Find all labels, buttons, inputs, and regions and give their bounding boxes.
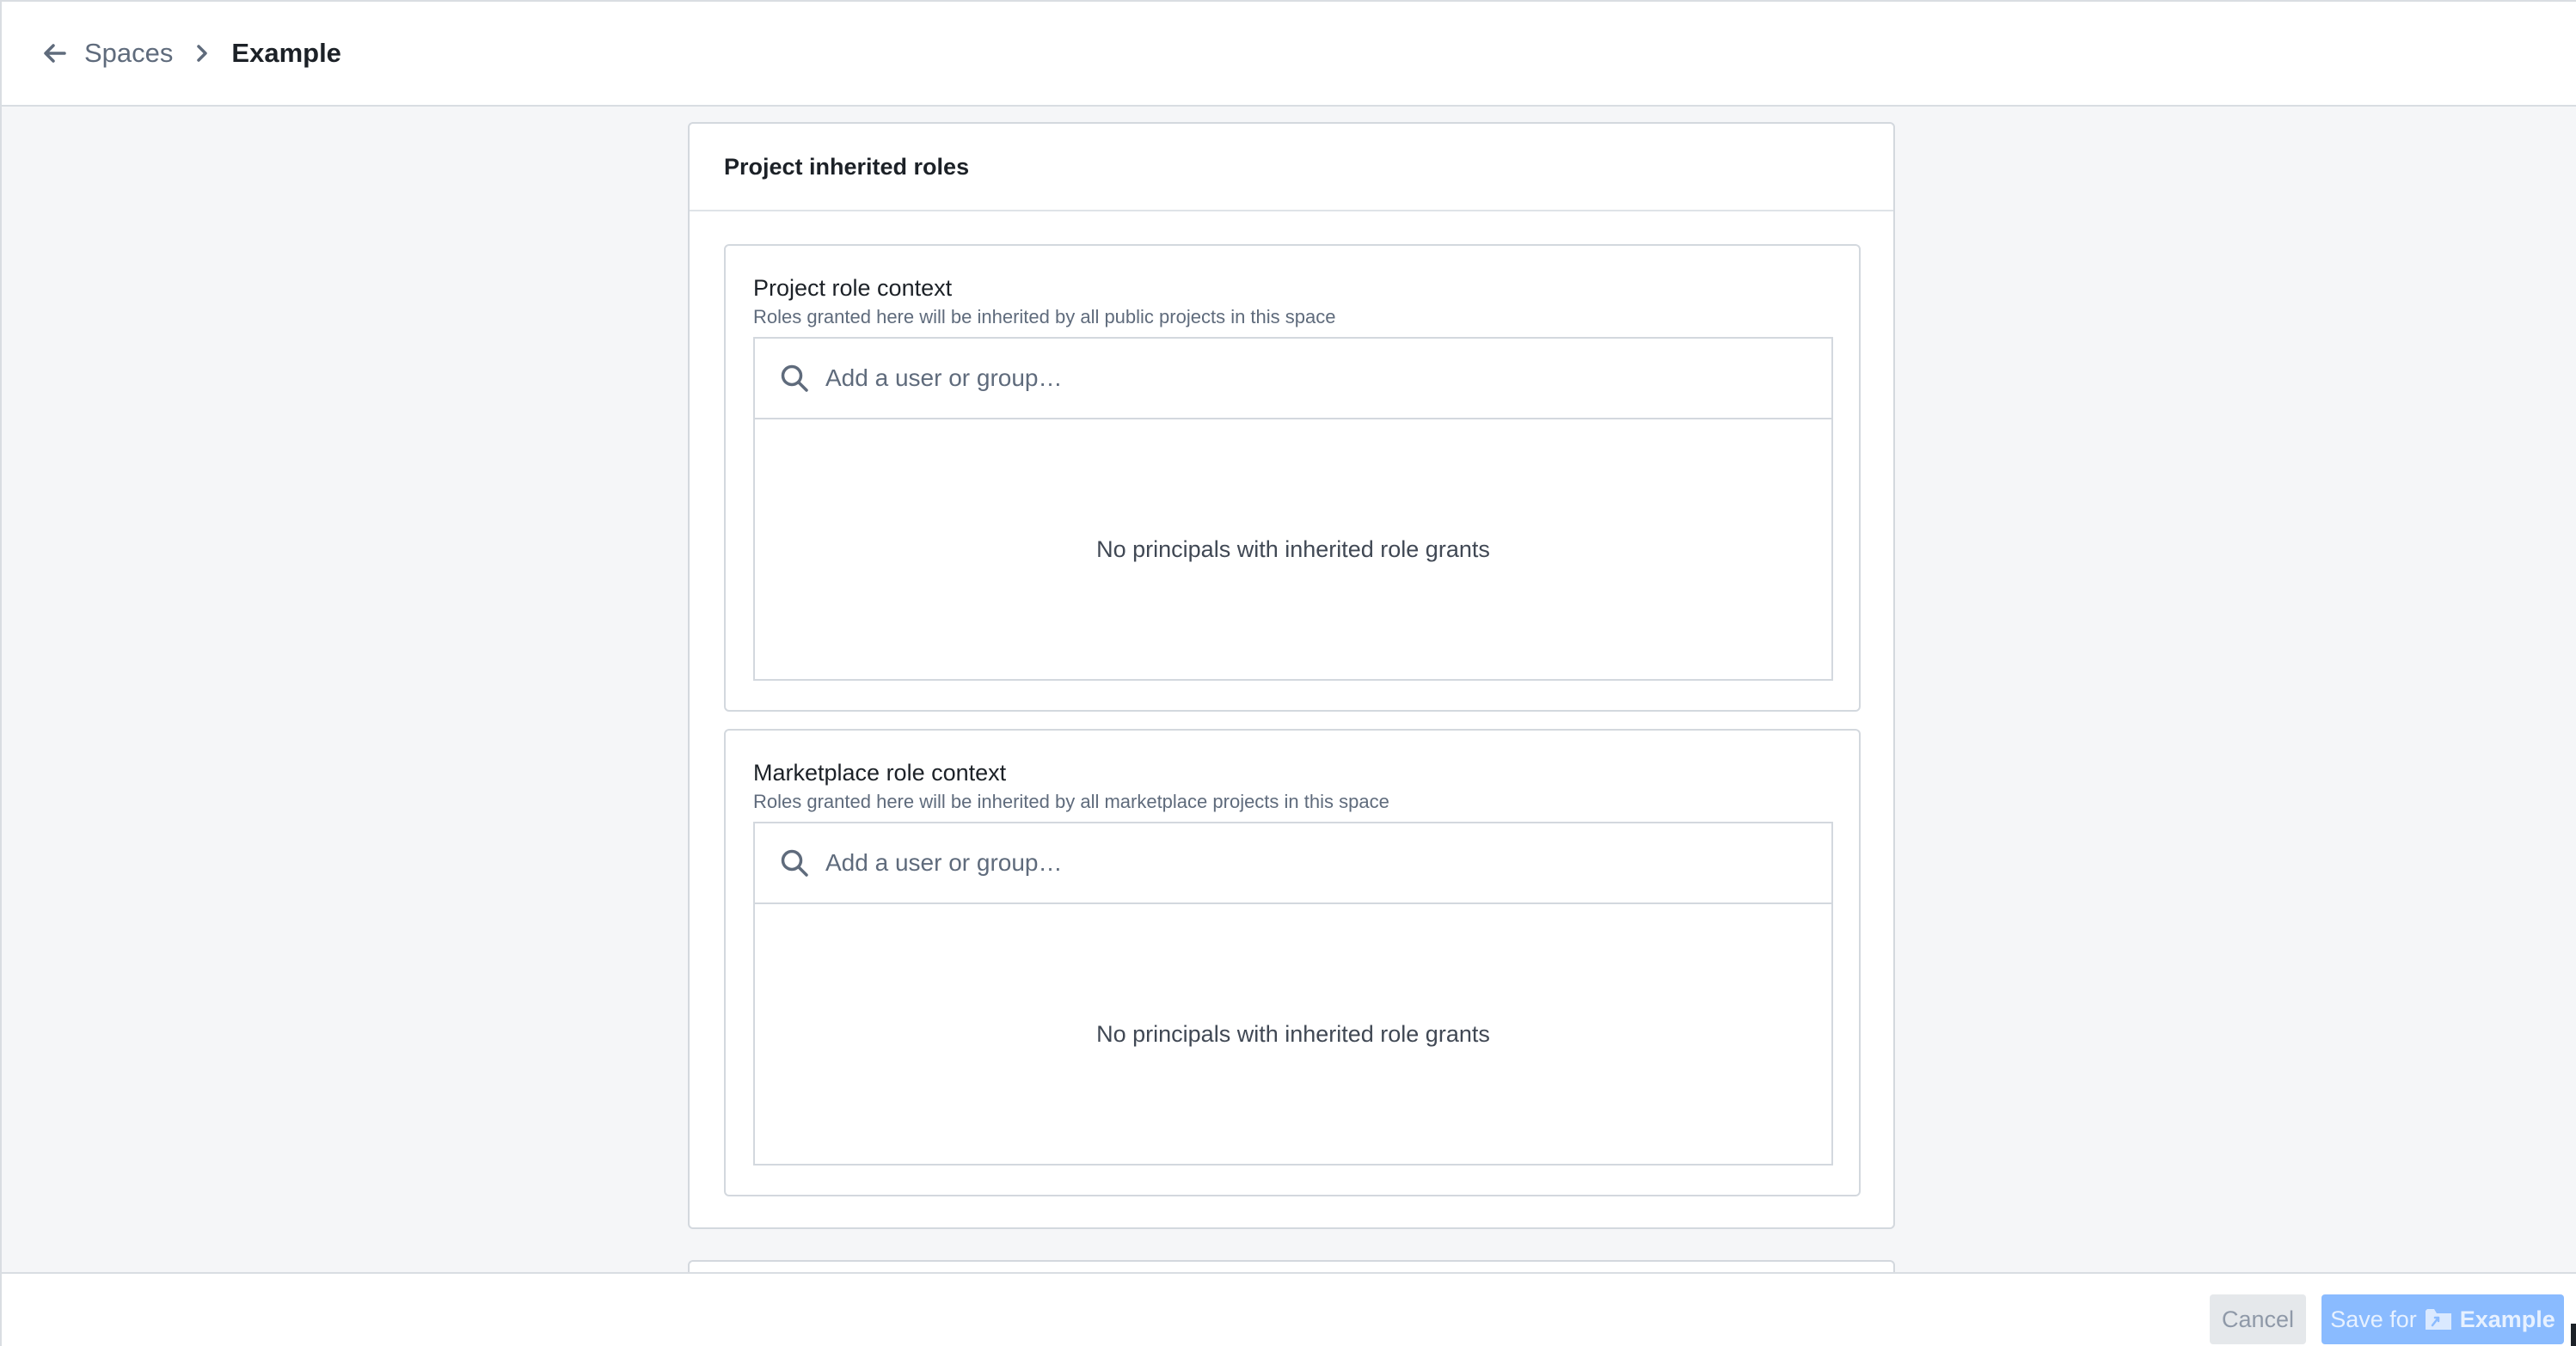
card-title: Project inherited roles [724,153,970,180]
top-bar [2,0,2576,107]
section-description: Roles granted here will be inherited by all public projects in this space [753,306,1336,327]
project-inherited-roles-card [688,122,1895,1229]
section-title: Project role context [753,275,953,301]
search-row [755,823,1831,904]
footer-bar [2,1272,2576,1346]
search-row [755,339,1831,419]
section-description: Roles granted here will be inherited by all marketplace projects in this space [753,791,1389,812]
folder-icon [2424,1306,2453,1332]
save-label: Save for [2330,1306,2417,1332]
search-icon [779,363,810,394]
save-target-label: Example [2459,1306,2555,1332]
principal-list-box [753,337,1833,681]
breadcrumb-current: Example [231,38,341,68]
breadcrumb-spaces-link[interactable]: Spaces [84,38,174,68]
section-title: Marketplace role context [753,760,1007,786]
arrow-left-icon [41,40,69,67]
add-user-or-group-input[interactable] [825,837,1831,889]
marketplace-role-context-section [724,729,1861,1196]
corner-mark [2571,1324,2576,1346]
project-role-context-section [724,244,1861,712]
back-button[interactable] [38,36,72,70]
add-user-or-group-input[interactable] [825,352,1831,404]
principal-list-box [753,822,1833,1166]
search-icon [779,847,810,878]
empty-state-message: No principals with inherited role grants [1096,535,1490,562]
chevron-right-icon [188,40,216,67]
card-header [690,124,1893,211]
cancel-button[interactable]: Cancel [2210,1294,2306,1344]
save-button[interactable] [2321,1294,2564,1344]
empty-state-message: No principals with inherited role grants [1096,1020,1490,1047]
